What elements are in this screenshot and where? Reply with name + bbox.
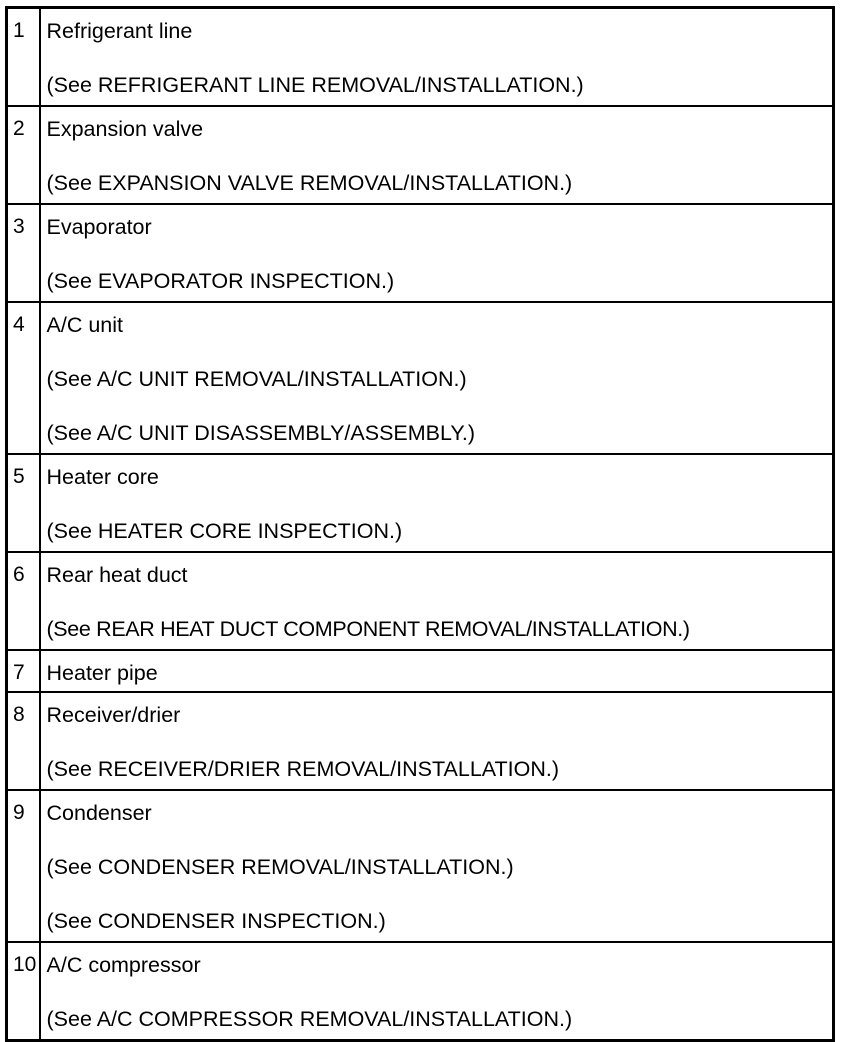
table-row xyxy=(7,204,834,302)
item-description xyxy=(40,302,834,454)
item-number: 8 xyxy=(7,692,40,790)
item-number: 5 xyxy=(7,454,40,552)
item-name: Condenser xyxy=(46,801,152,825)
item-number: 4 xyxy=(7,302,40,454)
item-reference-link[interactable]: (See REAR HEAT DUCT COMPONENT REMOVAL/INSTALLATION.) xyxy=(46,617,690,641)
item-number: 2 xyxy=(7,106,40,204)
item-description xyxy=(40,790,834,942)
item-reference-link[interactable]: (See EVAPORATOR INSPECTION.) xyxy=(46,269,395,293)
item-name: Rear heat duct xyxy=(46,563,188,587)
table-row xyxy=(7,692,834,790)
item-name: Receiver/drier xyxy=(46,703,181,727)
item-reference-link[interactable]: (See A/C UNIT REMOVAL/INSTALLATION.) xyxy=(46,367,467,391)
item-name: Heater core xyxy=(46,465,159,489)
item-description xyxy=(40,942,834,1041)
table-row xyxy=(7,552,834,650)
table-row xyxy=(7,650,834,692)
item-number: 3 xyxy=(7,204,40,302)
item-number: 10 xyxy=(7,942,40,1041)
item-name: A/C compressor xyxy=(46,953,201,977)
table-row xyxy=(7,106,834,204)
item-reference-link[interactable]: (See EXPANSION VALVE REMOVAL/INSTALLATION.) xyxy=(46,171,573,195)
item-description xyxy=(40,692,834,790)
item-name: Expansion valve xyxy=(46,117,204,141)
parts-table xyxy=(5,6,835,1042)
item-description xyxy=(40,552,834,650)
item-description xyxy=(40,454,834,552)
table-row xyxy=(7,942,834,1041)
item-reference-link[interactable]: (See CONDENSER INSPECTION.) xyxy=(46,909,386,933)
item-reference-link[interactable]: (See A/C UNIT DISASSEMBLY/ASSEMBLY.) xyxy=(46,421,476,445)
item-number: 7 xyxy=(7,650,40,692)
item-name: Heater pipe xyxy=(46,661,158,685)
item-reference-link[interactable]: (See CONDENSER REMOVAL/INSTALLATION.) xyxy=(46,855,514,879)
item-number: 1 xyxy=(7,8,40,107)
item-name: Refrigerant line xyxy=(46,19,193,43)
table-row xyxy=(7,454,834,552)
table-row xyxy=(7,8,834,107)
item-description xyxy=(40,204,834,302)
item-number: 9 xyxy=(7,790,40,942)
item-name: A/C unit xyxy=(46,313,123,337)
item-reference-link[interactable]: (See HEATER CORE INSPECTION.) xyxy=(46,519,403,543)
item-reference-link[interactable]: (See REFRIGERANT LINE REMOVAL/INSTALLATION.) xyxy=(46,73,584,97)
item-description xyxy=(40,8,834,107)
item-description xyxy=(40,106,834,204)
table-row xyxy=(7,790,834,942)
item-number: 6 xyxy=(7,552,40,650)
item-reference-link[interactable]: (See A/C COMPRESSOR REMOVAL/INSTALLATION.) xyxy=(46,1007,573,1031)
item-description xyxy=(40,650,834,692)
item-reference-link[interactable]: (See RECEIVER/DRIER REMOVAL/INSTALLATION.) xyxy=(46,757,560,781)
item-name: Evaporator xyxy=(46,215,152,239)
table-row xyxy=(7,302,834,454)
